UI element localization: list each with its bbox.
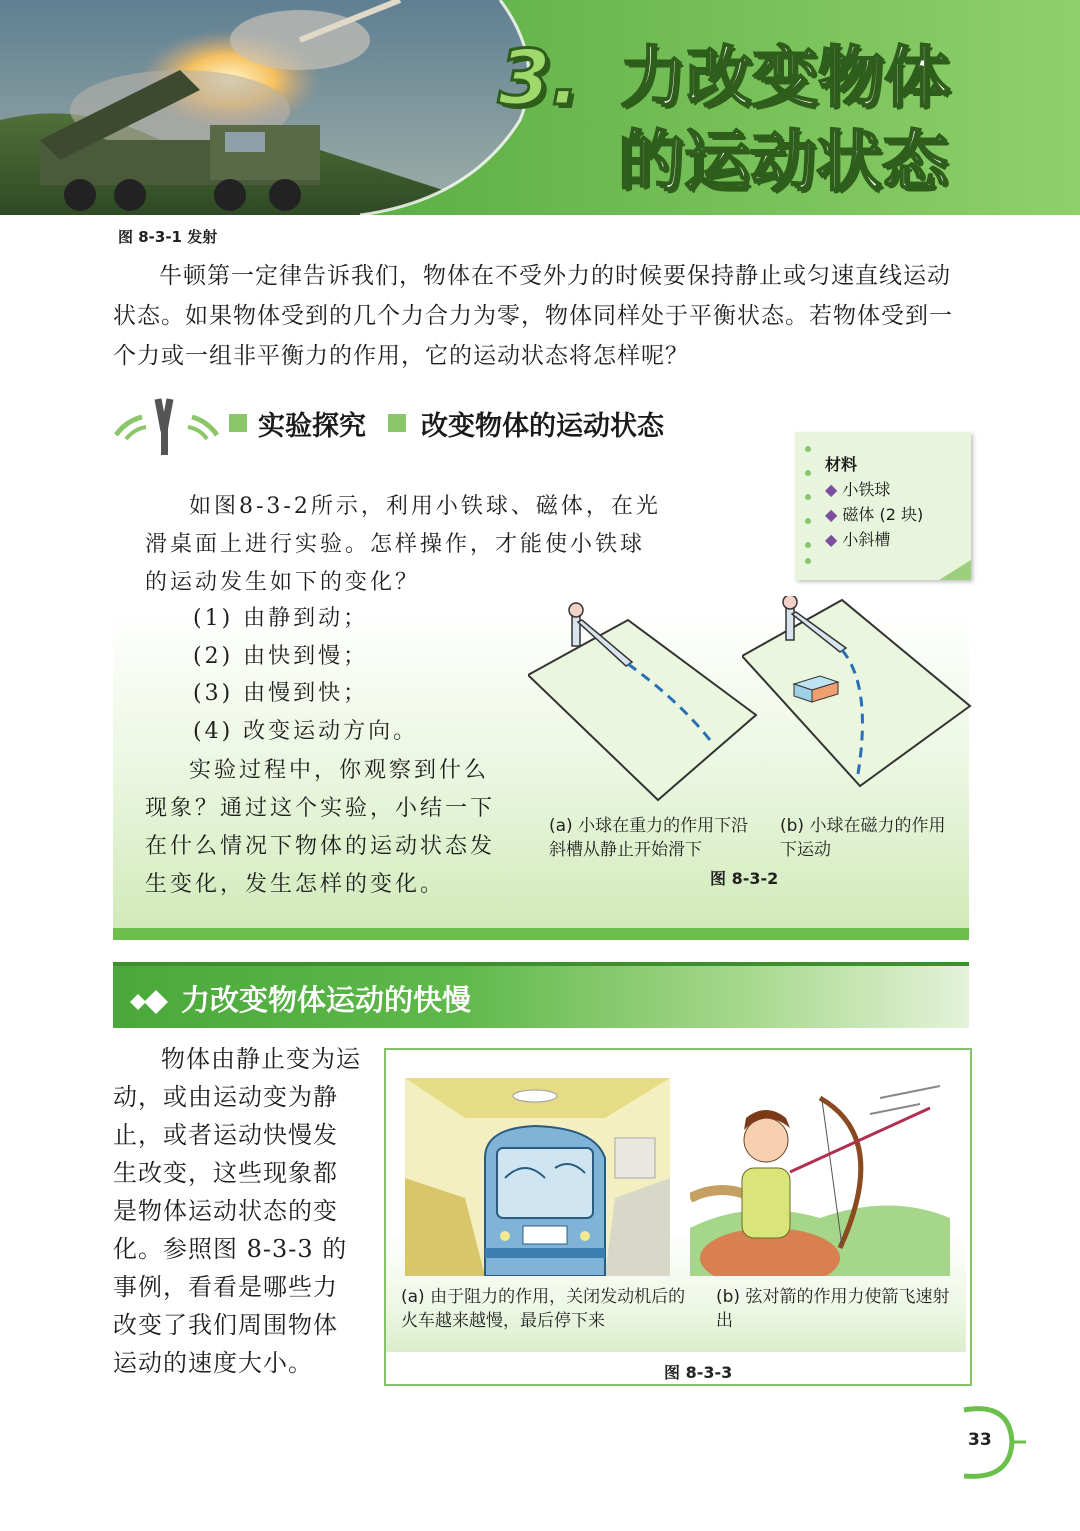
section-title: 力改变物体运动的快慢 bbox=[181, 983, 472, 1017]
photo-caption: 图 8-3-1 发射 bbox=[118, 228, 218, 246]
diamond-pair-icon bbox=[130, 986, 174, 1016]
ramp-ball-illustration bbox=[528, 600, 758, 805]
experiment-panel-bottom-bar bbox=[113, 928, 969, 940]
experiment-label: 实验探究 bbox=[258, 411, 366, 442]
diamond-bullet-icon: ◆ bbox=[825, 505, 838, 524]
figure-caption-b: (b) 弦对箭的作用力使箭飞速射出 bbox=[716, 1287, 950, 1331]
page-curl-icon bbox=[939, 560, 971, 580]
chapter-number: 3. bbox=[498, 33, 580, 122]
materials-note bbox=[795, 432, 971, 580]
page-number: 33 bbox=[968, 1430, 992, 1450]
subway-train-illustration bbox=[405, 1078, 670, 1276]
materials-heading: 材料 bbox=[825, 455, 858, 474]
experiment-title: 改变物体的运动状态 bbox=[421, 411, 664, 442]
figure-label: 图 8-3-3 bbox=[664, 1363, 733, 1382]
intro-paragraph: 牛顿第一定律告诉我们，物体在不受外力的时候要保持静止或匀速直线运动状态。如果物体受到的几个力合力为零，物体同样处于平衡状态。若物体受到一个力或一组非平衡力的作用，它的运动状态将怎样呢？ bbox=[113, 263, 953, 369]
experiment-item: (1) 由静到动； bbox=[193, 606, 369, 631]
figure-caption-b: (b) 小球在磁力的作用下运动 bbox=[780, 816, 946, 860]
diamond-bullet-icon: ◆ bbox=[825, 530, 838, 549]
chapter-header bbox=[0, 0, 1080, 215]
label-square-marker bbox=[229, 414, 247, 432]
figure-label: 图 8-3-2 bbox=[710, 869, 779, 888]
title-square-marker bbox=[388, 414, 406, 432]
figure-caption-a: (a) 小球在重力的作用下沿斜槽从静止开始滑下 bbox=[549, 816, 749, 860]
material-item: 小斜槽 bbox=[842, 530, 891, 549]
figure-caption-a: (a) 由于阻力的作用，关闭发动机后的火车越来越慢，最后停下来 bbox=[401, 1287, 686, 1331]
tuning-fork-icon bbox=[112, 395, 222, 459]
section-paragraph: 物体由静止变为运动，或由运动变为静止，或者运动快慢发生改变，这些现象都是物体运动状态的变化。参照图 8-3-3 的事例，看看是哪些力改变了我们周围物体运动的速度大小。 bbox=[113, 1045, 361, 1377]
chapter-title-line1: 力改变物体 bbox=[620, 39, 950, 116]
experiment-item: (3) 由慢到快； bbox=[193, 681, 369, 706]
magnet-ball-illustration bbox=[742, 596, 972, 796]
experiment-item: (2) 由快到慢； bbox=[193, 644, 369, 669]
diamond-bullet-icon: ◆ bbox=[825, 480, 838, 499]
archer-illustration bbox=[690, 1078, 950, 1276]
experiment-intro: 如图8-3-2所示，利用小铁球、磁体，在光滑桌面上进行实验。怎样操作，才能使小铁球的运动发生如下的变化？ bbox=[145, 494, 661, 595]
experiment-item: (4) 改变运动方向。 bbox=[193, 719, 419, 744]
material-item: 小铁球 bbox=[842, 480, 891, 499]
material-item: 磁体 (2 块) bbox=[842, 505, 924, 524]
chapter-title-line2: 的运动状态 bbox=[618, 123, 948, 200]
section-bar-top-rule bbox=[113, 962, 969, 966]
experiment-question: 实验过程中，你观察到什么现象？通过这个实验，小结一下在什么情况下物体的运动状态发生变化，发生怎样的变化。 bbox=[145, 758, 496, 897]
